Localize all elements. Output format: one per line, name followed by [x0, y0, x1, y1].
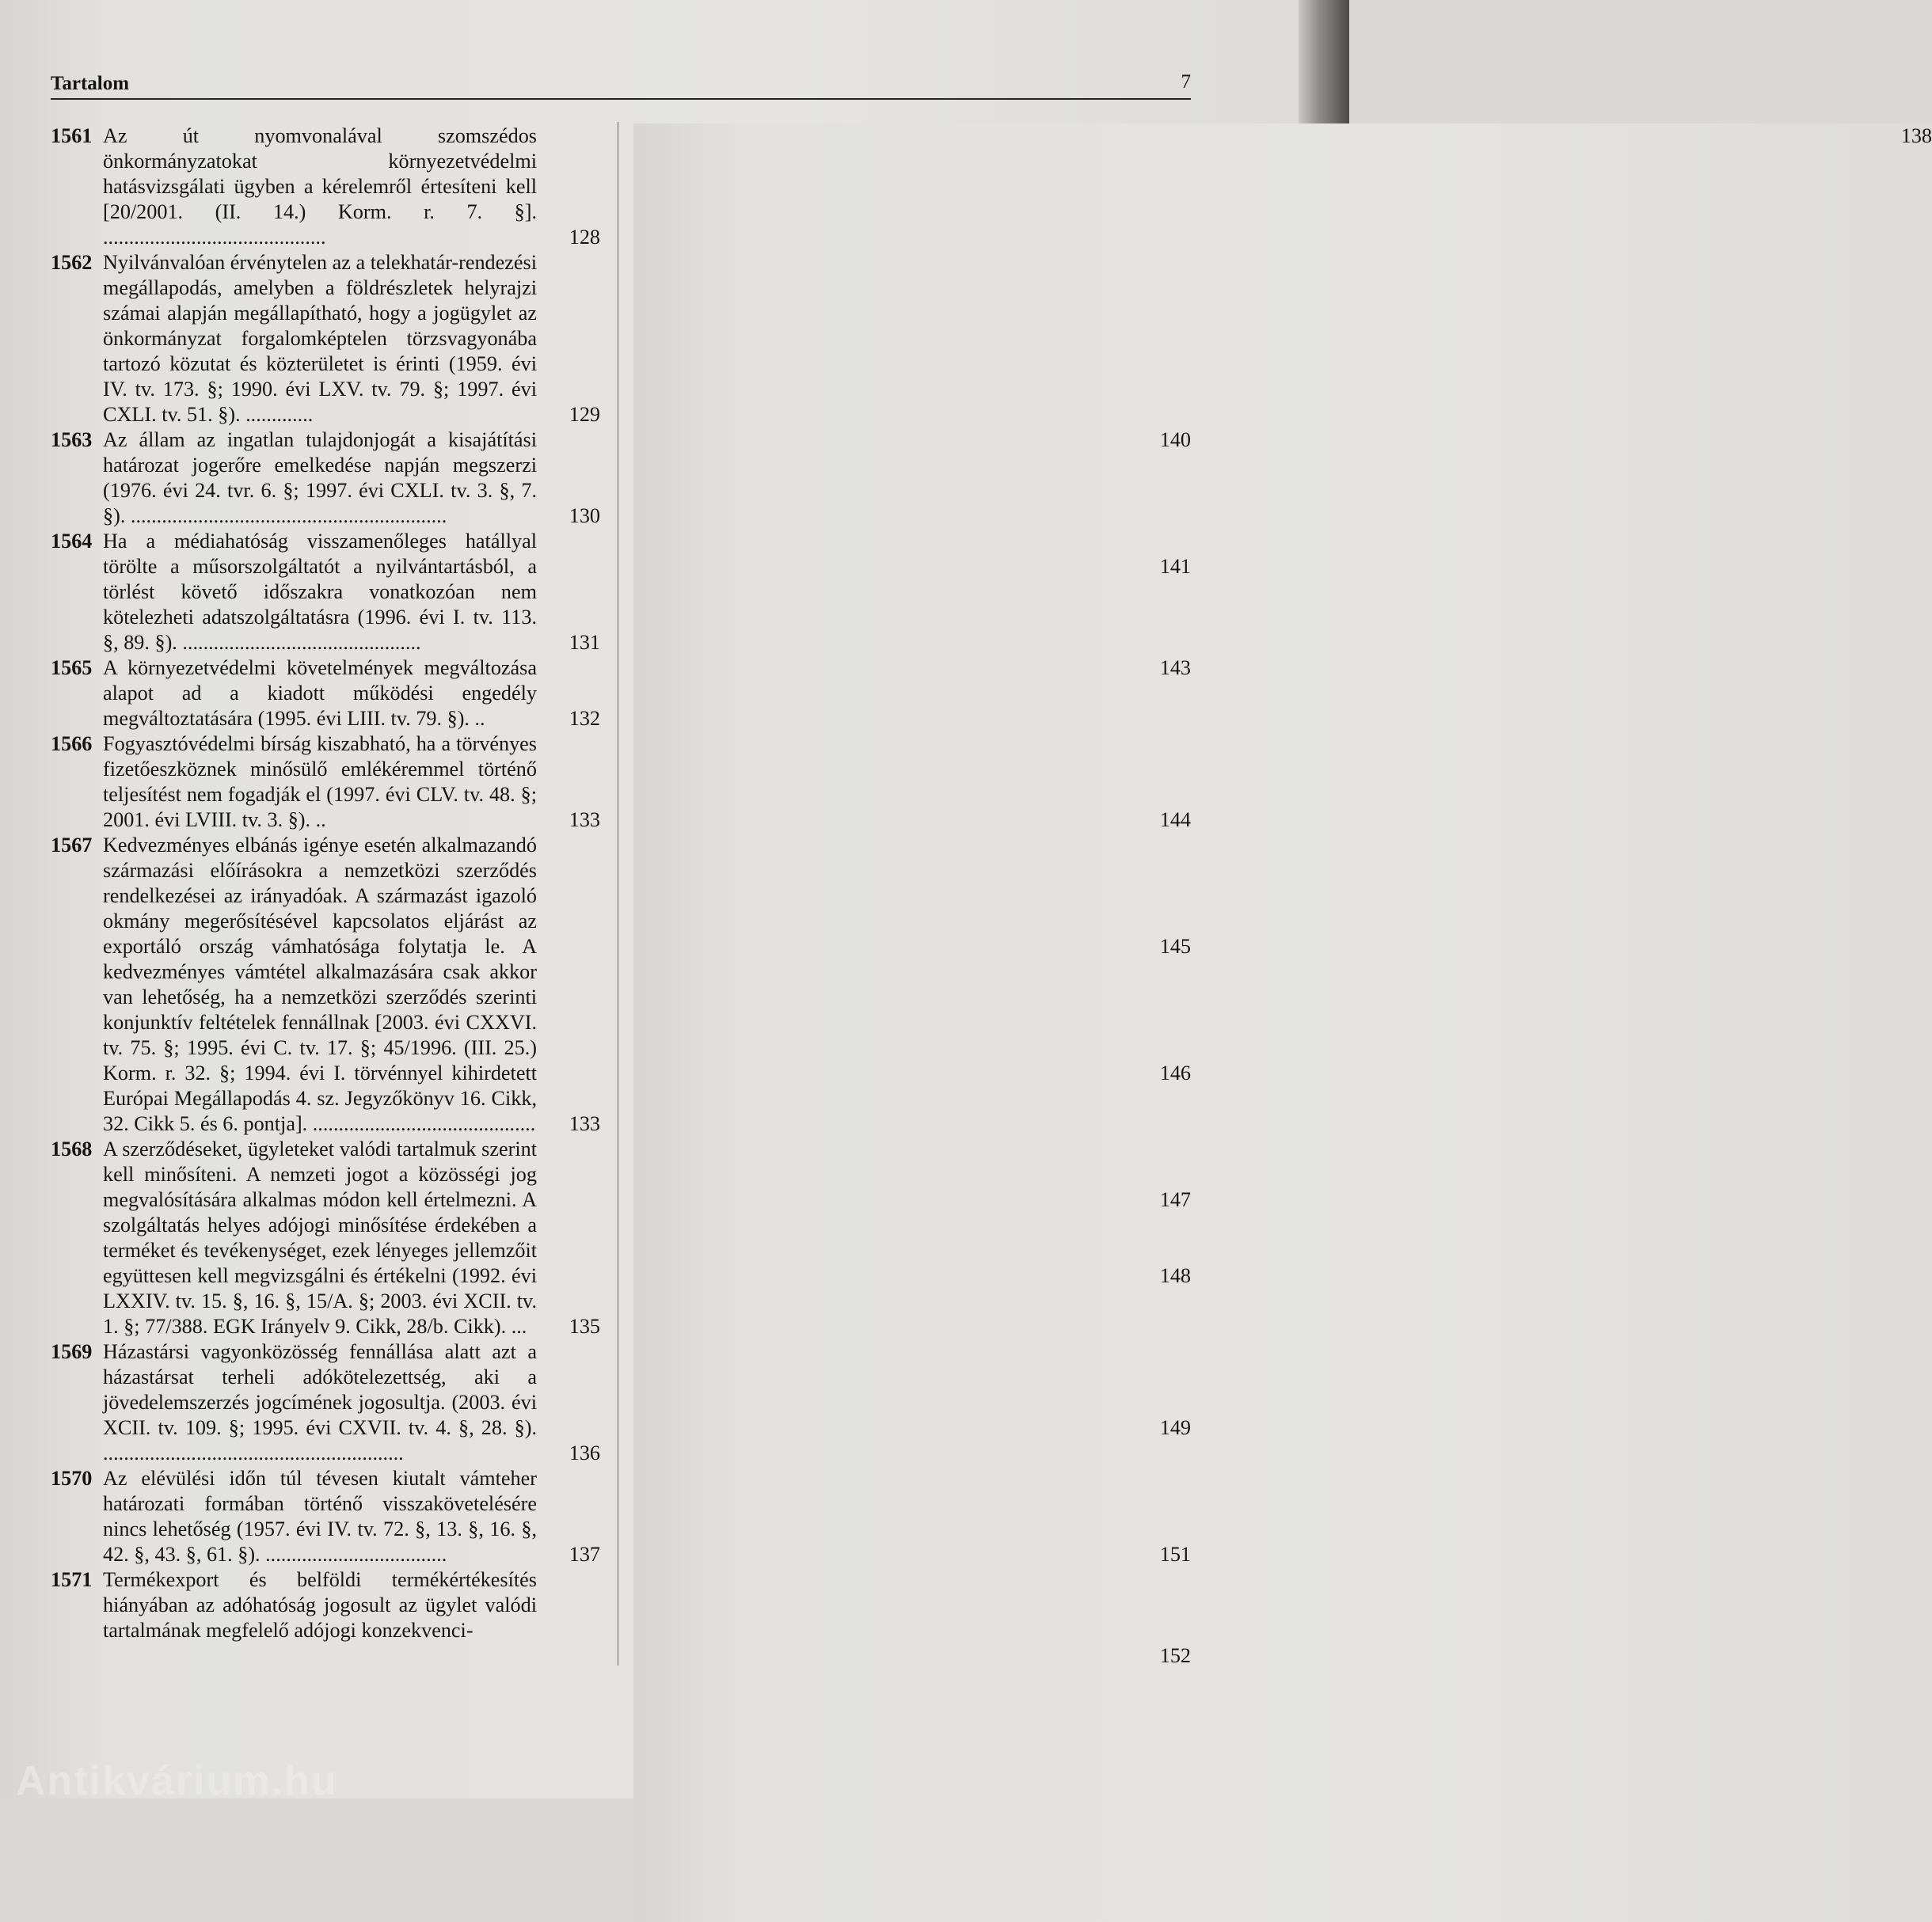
entry-text: Ha a médiahatóság visszamenőleges hatállyal törölte a műsorszolgáltatót a nyilvántartásból, a törlést követő időszakra vonatkozóan nem kötelezheti adatszolgáltatásra (1996. évi I. tv. 113. §, 89. §). ..............................................	[103, 530, 537, 654]
entry-page: 140	[1159, 428, 1191, 451]
entry-page: 137	[569, 1543, 600, 1566]
entry-number: 1568	[51, 1138, 93, 1160]
page-number: 7	[1181, 71, 1191, 93]
toc-entry	[51, 529, 600, 655]
entry-page: 147	[1159, 1188, 1191, 1211]
toc-entry	[51, 123, 600, 250]
entry-text: Házastársi vagyonközösség fennállása alatt azt a házastársat terheli adókötelezettség, aki a jövedelemszerzés jogcímének jogosultja. (2003. évi XCII. tv. 109. §; 1995. évi CXVII. tv. 4. §, 28. §). ..........................................................	[103, 1340, 537, 1464]
entry-page: 146	[1159, 1062, 1191, 1084]
entry-text: Termékexport és belföldi termékértékesítés hiányában az adóhatóság jogosult az ügylet valódi tartalmának megfelelő adójogi konzekvenci-	[103, 1568, 537, 1642]
entry-text: Kedvezményes elbánás igénye esetén alkalmazandó származási előírásokra a nemzetközi szerződés rendelkezései az irányadóak. A származást igazoló okmány megerősítésével kapcsolatos eljárást az exportáló ország vámhatósága folytatja le. A kedvezményes vámtétel alkalmazására csak akkor van lehetőség, ha a nemzetközi szerződés szerinti konjunktív feltételek fennállnak [2003. évi CXXVI. tv. 75. §; 1995. évi C. tv. 17. §; 45/1996. (III. 25.) Korm. r. 32. §; 1994. évi I. törvénnyel kihirdetett Európai Megállapodás 4. sz. Jegyzőkönyv 16. Cikk, 32. Cikk 5. és 6. pontja]. ...........................................	[103, 834, 537, 1135]
entry-page: 151	[1159, 1543, 1191, 1566]
toc-entry	[51, 833, 600, 1137]
toc-entry	[51, 250, 600, 427]
toc-entry	[51, 427, 600, 529]
entry-text: A szerződéseket, ügyleteket valódi tartalmuk szerint kell minősíteni. A nemzeti jogot a közösségi jog megvalósítására alkalmas módon kell értelmezni. A szolgáltatás helyes adójogi minősítése érdekében a terméket és tevékenységet, ezek lényeges jellemzőit együttesen kell megvizsgálni és értékelni (1992. évi LXXIV. tv. 15. §, 16. §, 15/A. §; 2003. évi XCII. tv. 1. §; 77/388. EGK Irányelv 9. Cikk, 28/b. Cikk). ...	[103, 1138, 537, 1338]
entry-number: 1567	[51, 834, 93, 857]
entry-number: 1561	[51, 124, 93, 147]
entry-page: 128	[569, 226, 600, 249]
entry-page: 149	[1159, 1416, 1191, 1439]
entry-text: Az állam az ingatlan tulajdonjogát a kisajátítási határozat jogerőre emelkedése napján megszerzi (1976. évi 24. tvr. 6. §; 1997. évi CXLI. tv. 3. §, 7. §). .............................................................	[103, 428, 537, 527]
entry-number: 1564	[51, 530, 93, 553]
entry-number: 1563	[51, 428, 93, 451]
entry-text: Az elévülési időn túl tévesen kiutalt vámteher határozati formában történő visszakövetelésére nincs lehetőség (1957. évi IV. tv. 72. §, 13. §, 16. §, 42. §, 43. §, 61. §). ...................................	[103, 1467, 537, 1566]
watermark-text: Antikvárium.hu	[16, 1758, 338, 1804]
entry-text: A környezetvédelmi követelmények megváltozása alapot ad a kiadott működési engedély megváltoztatására (1995. évi LIII. tv. 79. §). ..	[103, 656, 537, 730]
toc-entry	[51, 1137, 600, 1339]
entry-page: 144	[1159, 808, 1191, 831]
toc-entry	[51, 1339, 600, 1466]
toc-entry	[51, 655, 600, 731]
entry-text: Nyilvánvalóan érvénytelen az a telekhatár-rendezési megállapodás, amelyben a földrészletek helyrajzi számai alapján megállapítható, hogy a jogügylet az önkormányzat forgalomképtelen törzsvagyonába tartozó közutat és közterületet is érinti (1959. évi IV. tv. 173. §; 1990. évi LXV. tv. 79. §; 1997. évi CXLI. tv. 51. §). .............	[103, 251, 537, 426]
toc-entry	[51, 1466, 600, 1567]
entry-page: 138	[633, 123, 1932, 1922]
toc-entry	[51, 1567, 600, 1643]
entry-number: 1569	[51, 1340, 93, 1363]
entry-page: 145	[1159, 935, 1191, 958]
entry-page: 136	[569, 1442, 600, 1464]
entry-page: 143	[1159, 656, 1191, 679]
entry-page: 132	[569, 707, 600, 730]
entry-page: 148	[1159, 1264, 1191, 1287]
entry-page: 133	[569, 1112, 600, 1135]
running-header	[51, 70, 1191, 100]
entry-number: 1565	[51, 656, 93, 679]
right-column	[633, 123, 1932, 1669]
entry-number: 1570	[51, 1467, 93, 1490]
entry-page: 131	[569, 631, 600, 654]
continued-entry	[633, 123, 1932, 225]
left-column	[51, 123, 600, 1643]
entry-page: 130	[569, 504, 600, 527]
entry-number: 1571	[51, 1568, 93, 1591]
entry-page: 135	[569, 1315, 600, 1338]
entry-text: Fogyasztóvédelmi bírság kiszabható, ha a törvényes fizetőeszköznek minősülő emlékéremmel történő teljesítést nem fogadják el (1997. évi CLV. tv. 48. §; 2001. évi LVIII. tv. 3. §). ..	[103, 732, 537, 831]
entry-text: Az út nyomvonalával szomszédos önkormányzatokat környezetvédelmi hatásvizsgálati ügyben a kérelemről értesíteni kell [20/2001. (II. 14.) Korm. r. 7. §]. ...........................................	[103, 124, 537, 249]
entry-page: 141	[1159, 555, 1191, 578]
entry-page: 133	[569, 808, 600, 831]
running-title: Tartalom	[51, 73, 130, 94]
toc-entry	[51, 731, 600, 833]
entry-page: 129	[569, 403, 600, 426]
entry-number: 1566	[51, 732, 93, 755]
entry-number: 1562	[51, 251, 93, 274]
entry-page: 152	[1159, 1644, 1191, 1667]
